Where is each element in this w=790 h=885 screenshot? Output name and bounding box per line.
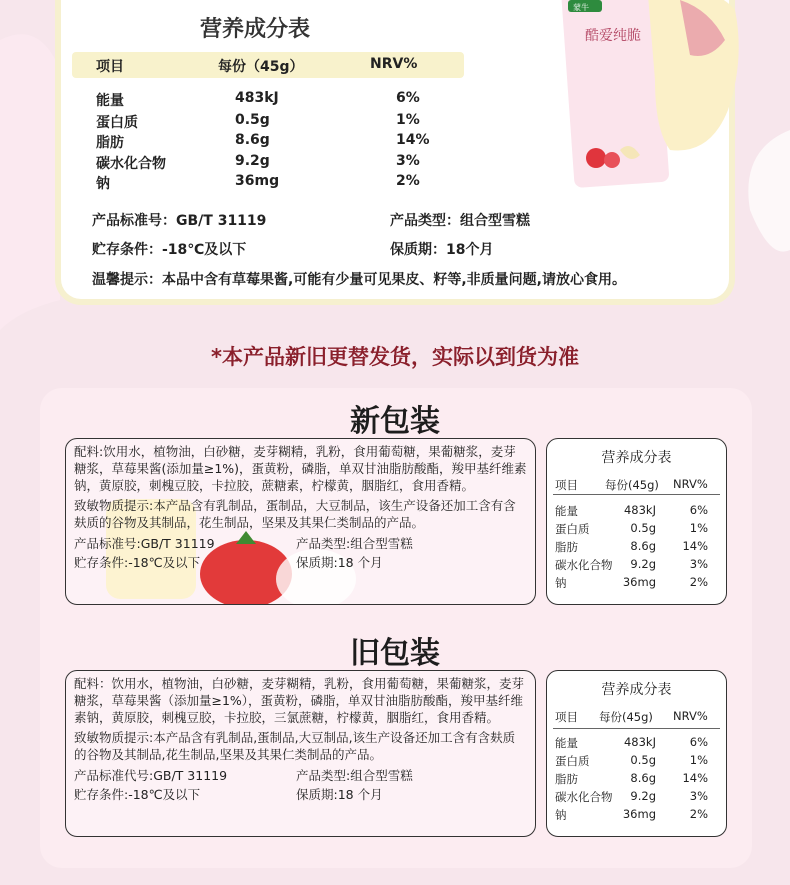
nutrient-nrv: 14% [682,771,708,785]
nutrient-amount: 36mg [622,807,656,821]
old-type: 产品类型:组合型雪糕 [296,768,413,783]
top-storage: 贮存条件：-18℃及以下 [92,242,247,258]
header-per-serving: 每份（45g） [218,59,304,75]
nutrient-nrv: 2% [689,575,708,589]
nutrient-nrv: 1% [689,753,708,767]
new-type: 产品类型:组合型雪糕 [296,536,413,551]
new-header-nrv: NRV% [673,477,708,491]
nutrient-name: 脂肪 [96,135,124,151]
old-allergen: 致敏物质提示:本产品含有乳制品,蛋制品,大豆制品,该生产设备还加工含有含麸质的谷物及其制品,花生制品,坚果及其果仁类制品的产品。 [74,730,516,762]
nutrient-amount: 9.2g [630,557,656,571]
table-divider [553,494,720,495]
replacement-notice: *本产品新旧更替发货，实际以到货为准 [211,345,579,369]
old-pack-title: 旧包装 [350,636,440,671]
nutrient-amount: 0.5g [630,521,656,535]
brand-logo: 蒙牛 [573,3,589,12]
top-nutrition-header [72,52,464,78]
nutrient-amount: 9.2g [235,153,270,169]
product-package-image [560,0,745,195]
old-shelf-life: 保质期:18 个月 [296,787,383,802]
nutrient-name: 钠 [555,808,567,822]
new-pack-title: 新包装 [350,404,440,439]
nutrient-amount: 9.2g [630,789,656,803]
nutrient-nrv: 6% [396,90,420,106]
nutrient-name: 碳水化合物 [555,558,613,572]
nutrient-nrv: 6% [689,735,708,749]
nutrient-nrv: 3% [689,789,708,803]
new-header-serving: 每份(45g) [605,478,659,492]
top-standard: 产品标准号：GB/T 31119 [92,213,267,229]
nutrient-amount: 8.6g [630,539,656,553]
new-nutrition-title: 营养成分表 [601,450,672,466]
top-nutrition-title: 营养成分表 [200,17,311,42]
new-nutrition-table [546,438,727,605]
nutrient-nrv: 6% [689,503,708,517]
nutrient-name: 钠 [555,576,567,590]
nutrient-name: 碳水化合物 [96,156,166,172]
nutrient-amount: 0.5g [630,753,656,767]
new-header-item: 项目 [555,478,578,492]
nutrient-amount: 36mg [622,575,656,589]
nutrient-name: 蛋白质 [555,754,590,768]
nutrient-nrv: 1% [396,112,420,128]
old-nutrition-title: 营养成分表 [601,682,672,698]
new-ingredients: 配料:饮用水，植物油，白砂糖，麦芽糊精，乳粉，食用葡萄糖，果葡糖浆，麦芽糖浆，草莓果酱(添加量≥1%)，蛋黄粉，磷脂，单双甘油脂肪酸酯，羧甲基纤维素钠，黄原胶，刺槐豆胶，卡拉胶，蔗糖素，柠檬黄，胭脂红，食用香精。 [74,444,527,493]
nutrient-nrv: 14% [396,132,430,148]
nutrient-name: 蛋白质 [96,115,138,131]
old-pack-info-box [65,670,536,837]
nutrient-amount: 0.5g [235,112,270,128]
new-standard: 产品标准号:GB/T 31119 [74,536,215,551]
top-shelf-life: 保质期：18个月 [390,242,494,258]
nutrient-nrv: 3% [396,153,420,169]
new-pack-info-box [65,438,536,605]
top-tip: 温馨提示：本品中含有草莓果酱,可能有少量可见果皮、籽等,非质量问题,请放心食用。 [92,272,626,288]
nutrient-amount: 483kJ [235,90,279,106]
old-nutrition-table [546,670,727,837]
nutrient-nrv: 3% [689,557,708,571]
product-name: 酷爱纯脆 [585,28,641,44]
nutrient-amount: 36mg [235,173,280,189]
old-standard: 产品标准代号:GB/T 31119 [74,768,228,783]
nutrient-nrv: 2% [689,807,708,821]
nutrient-nrv: 14% [682,539,708,553]
nutrient-name: 能量 [555,736,578,750]
new-shelf-life: 保质期:18 个月 [296,555,383,570]
header-item: 项目 [96,59,124,75]
old-storage: 贮存条件:-18℃及以下 [74,787,201,802]
nutrient-amount: 483kJ [623,735,656,749]
table-divider [553,728,720,729]
nutrient-nrv: 2% [396,173,420,189]
old-header-serving: 每份(45g) [599,710,653,724]
nutrient-name: 蛋白质 [555,522,590,536]
old-ingredients: 配料：饮用水，植物油，白砂糖，麦芽糊精，乳粉，食用葡萄糖，果葡糖浆，麦芽糖浆，草莓果酱（添加量≥1%），蛋黄粉，磷脂，单双甘油脂肪酸酯，羧甲基纤维素钠，黄原胶，刺槐豆胶，卡拉胶，三氯蔗糖，柠檬黄，胭脂红，食用香精。 [74,676,525,725]
top-type: 产品类型：组合型雪糕 [390,213,530,229]
nutrient-name: 脂肪 [555,540,578,554]
nutrient-amount: 8.6g [630,771,656,785]
nutrient-name: 能量 [96,93,124,109]
nutrient-name: 能量 [555,504,578,518]
old-header-nrv: NRV% [673,709,708,723]
nutrient-name: 钠 [96,176,110,192]
nutrient-amount: 8.6g [235,132,270,148]
new-allergen: 致敏物质提示:本产品含有乳制品，蛋制品，大豆制品，该生产设备还加工含有含麸质的谷物及其制品，花生制品，坚果及其果仁类制品的产品。 [74,498,516,530]
nutrient-nrv: 1% [689,521,708,535]
new-storage: 贮存条件:-18℃及以下 [74,555,201,570]
nutrient-amount: 483kJ [623,503,656,517]
nutrient-name: 脂肪 [555,772,578,786]
old-header-item: 项目 [555,710,578,724]
header-nrv: NRV% [370,56,418,72]
nutrient-name: 碳水化合物 [555,790,613,804]
